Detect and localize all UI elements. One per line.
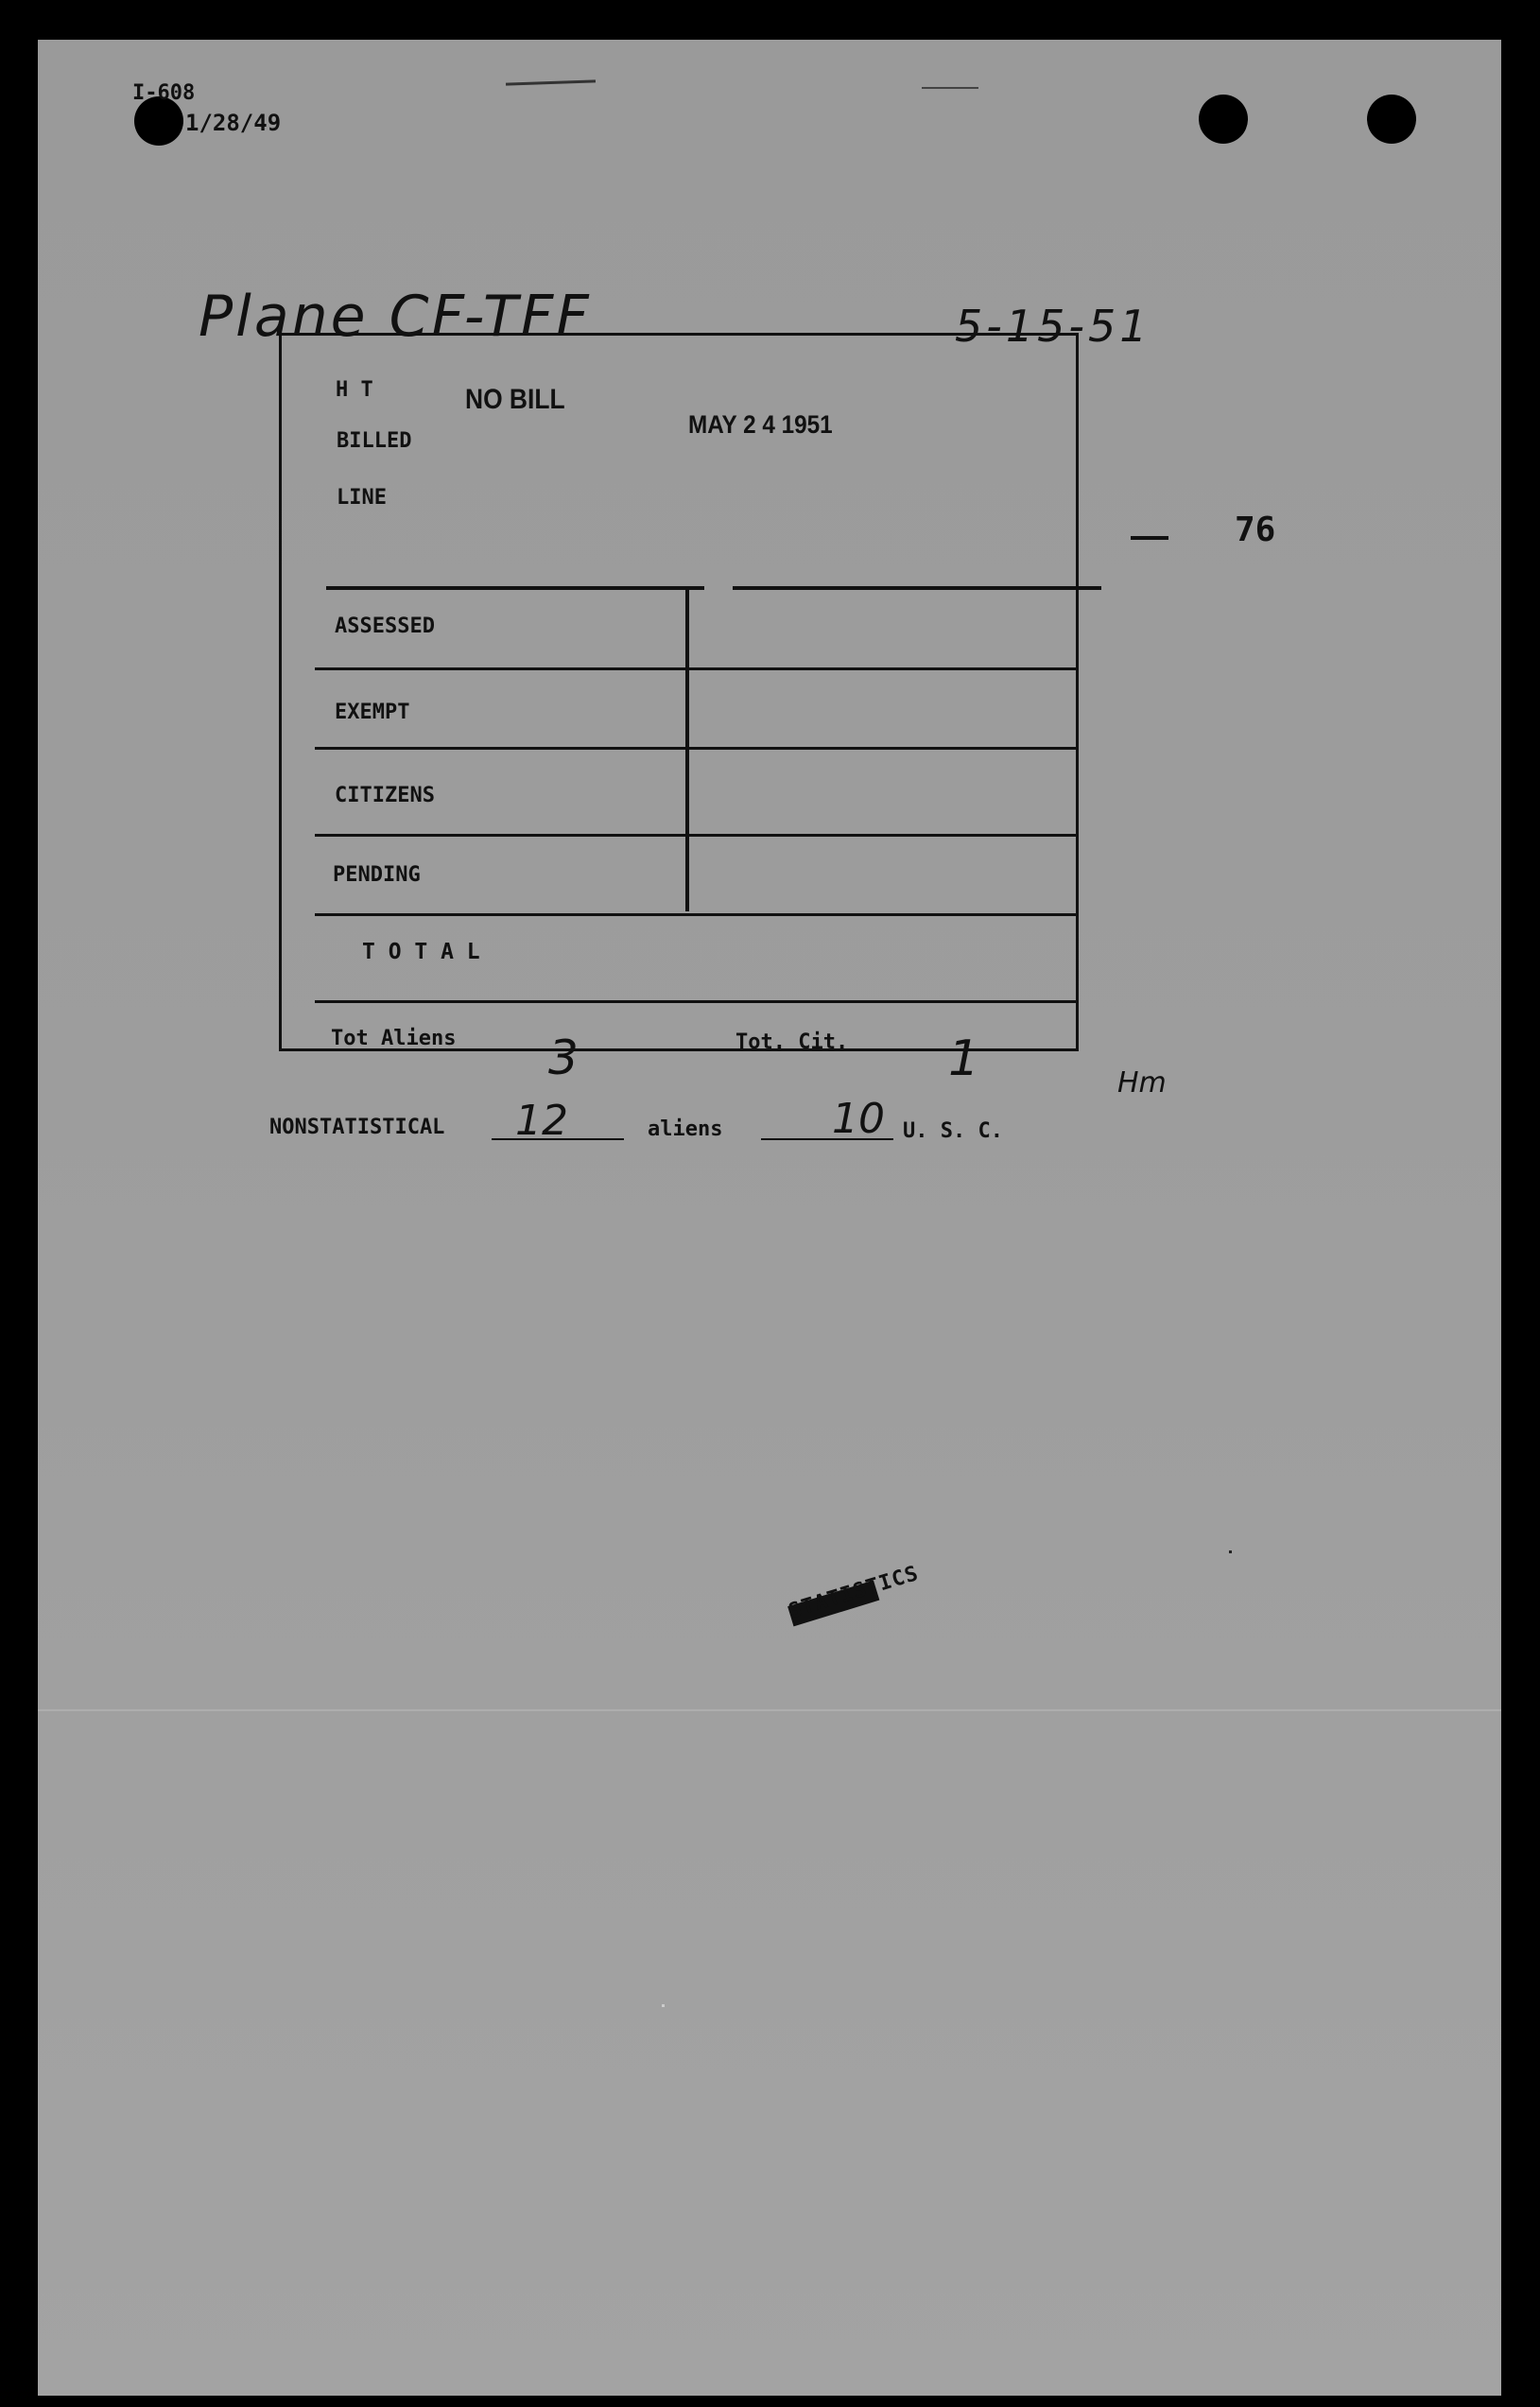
no-bill-stamp: NO BILL (465, 384, 565, 415)
paper-speck-2 (662, 2004, 665, 2007)
paper-speck-1 (1229, 1550, 1232, 1553)
fold-line (38, 1709, 1501, 1711)
top-faint-mark-2 (922, 87, 978, 89)
row-label-exempt: EXEMPT (335, 701, 410, 724)
row-label-assessed: ASSESSED (335, 615, 435, 638)
total-label: T O T A L (362, 940, 480, 964)
aliens-label: aliens (648, 1117, 723, 1141)
row-line-5 (315, 1000, 1076, 1003)
plane-handwritten: Plane CF-TFF (199, 284, 592, 350)
punch-hole-right (1367, 95, 1416, 144)
row-label-citizens: CITIZENS (335, 784, 435, 807)
side-number: 76 (1235, 511, 1276, 549)
initials-handwritten: Hm (1117, 1066, 1167, 1100)
punch-hole-center (1199, 95, 1248, 144)
row-line-4 (315, 913, 1076, 916)
received-date-stamp: MAY 2 4 1951 (688, 410, 833, 439)
tot-cit-label: Tot. Cit. (735, 1030, 849, 1054)
nonstatistical-usc-value: 10 (832, 1095, 885, 1143)
form-number: I-608 (132, 81, 196, 105)
nonstatistical-aliens-value: 12 (515, 1097, 568, 1145)
ht-label: H T (336, 378, 373, 402)
tot-aliens-label: Tot Aliens (331, 1027, 457, 1050)
tot-aliens-value: 3 (548, 1030, 579, 1085)
row-line-3 (315, 834, 1076, 837)
side-dash (1131, 536, 1168, 540)
statistics-stamp-text: STATISTICS (786, 1561, 922, 1624)
column-divider (685, 590, 689, 911)
row-label-pending: PENDING (333, 863, 421, 887)
nonstatistical-label: NONSTATISTICAL (269, 1116, 445, 1139)
line-label: LINE (337, 486, 387, 510)
usc-label: U. S. C. (903, 1119, 1003, 1143)
tot-cit-value: 1 (948, 1030, 980, 1087)
row-line-2 (315, 747, 1076, 750)
row-line-1 (315, 667, 1076, 670)
form-date: 1/28/49 (185, 110, 282, 136)
separator-left (326, 586, 704, 590)
separator-right (733, 586, 1101, 590)
date-handwritten: 5-15-51 (955, 301, 1151, 352)
billed-label: BILLED (337, 429, 412, 453)
